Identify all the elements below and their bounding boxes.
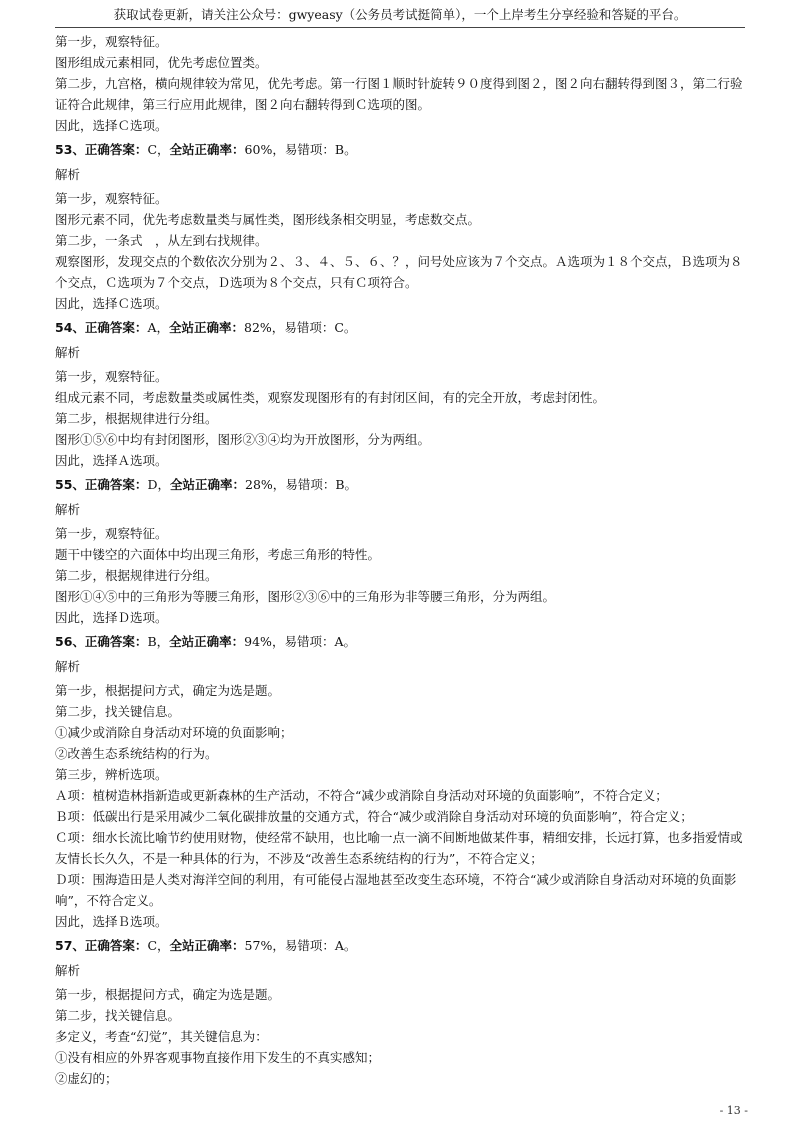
answer-summary-56 — [55, 630, 745, 653]
paragraph-line: 多定义，考查“幻觉”，其关键信息为： — [55, 1029, 268, 1044]
paragraph-line: 图形①④⑤中的三角形为等腰三角形，图形②③⑥中的三角形为非等腰三角形，分为两组。 — [55, 589, 556, 604]
paragraph-line: 第三步，辨析选项。 — [55, 767, 168, 782]
paragraph-line: ①减少或消除自身活动对环境的负面影响； — [55, 725, 293, 740]
punctuation: ， — [271, 320, 285, 335]
accuracy-rate-label: 全站正确率： — [168, 320, 244, 335]
accuracy-rate-value: 82% — [244, 320, 272, 335]
correct-answer-value: C — [147, 142, 158, 157]
punctuation: 、 — [72, 477, 85, 492]
page-header: 获取试卷更新，请关注公众号：gwyeasy（公务员考试挺简单），一个上岸考生分享经验和答疑的平台。 — [113, 7, 687, 22]
correct-answer-label: 正确答案： — [84, 938, 148, 953]
punctuation: 、 — [72, 320, 85, 335]
paragraph-line: 图形元素不同，优先考虑数量类与属性类，图形线条相交明显，考虑数交点。 — [55, 212, 481, 227]
accuracy-rate-label: 全站正确率： — [169, 938, 245, 953]
paragraph-line: 图形①⑤⑥中均有封闭图形，图形②③④均为开放图形，分为两组。 — [55, 432, 431, 447]
accuracy-rate-label: 全站正确率： — [169, 477, 245, 492]
punctuation: 、 — [72, 142, 85, 157]
correct-answer-label: 正确答案： — [84, 634, 148, 649]
error-prone-value: A — [334, 938, 344, 953]
paragraph-line: 因此，选择Ｃ选项。 — [55, 296, 168, 311]
paragraph-line: 第二步，根据规律进行分组。 — [55, 411, 218, 426]
paragraph-line: 图形组成元素相同，优先考虑位置类。 — [55, 55, 268, 70]
error-prone-label: 易错项： — [285, 477, 336, 492]
question-number: 56 — [55, 634, 73, 649]
punctuation: 。 — [343, 634, 357, 649]
header-divider — [55, 27, 745, 28]
punctuation: 。 — [343, 938, 357, 953]
paragraph-line: 组成元素不同，考虑数量类或属性类，观察发现图形有的有封闭区间，有的完全开放，考虑封闭性。 — [55, 390, 606, 405]
error-prone-label: 易错项： — [284, 938, 335, 953]
paragraph-line: Ｄ项：围海造田是人类对海洋空间的利用，有可能侵占湿地甚至改变生态环境，不符合“减少或消除自身活动对环境的负面影响”，不符合定义。 — [55, 872, 737, 908]
punctuation: ， — [157, 938, 170, 953]
accuracy-rate-value: 57% — [244, 938, 273, 953]
page-number: - 13 - — [719, 1104, 748, 1117]
question-number: 54 — [55, 320, 73, 335]
punctuation: 、 — [72, 634, 85, 649]
analysis-heading: 解析 — [55, 345, 81, 360]
punctuation: ， — [156, 320, 169, 335]
accuracy-rate-value: 60% — [244, 142, 273, 157]
paragraph-line: 观察图形，发现交点的个数依次分别为２、３、４、５、６、？，问号处应该为７个交点。Ａ选项为１８个交点，Ｂ选项为８个交点，Ｃ选项为７个交点，Ｄ选项为８个交点，只有Ｃ项符合。 — [55, 254, 743, 290]
answer-summary-55 — [55, 473, 745, 496]
correct-answer-value: C — [147, 938, 158, 953]
paragraph-line: 因此，选择Ａ选项。 — [55, 453, 168, 468]
paragraph-line: 第一步，根据提问方式，确定为选是题。 — [55, 683, 281, 698]
paragraph-line: 第二步，九宫格，横向规律较为常见，优先考虑。第一行图１顺时针旋转９０度得到图２，图２向右翻转得到图３，第二行验证符合此规律，第三行应用此规律，图２向右翻转得到Ｃ选项的图。 — [55, 76, 743, 112]
error-prone-value: A — [334, 634, 344, 649]
correct-answer-label: 正确答案： — [84, 142, 148, 157]
punctuation: ， — [271, 634, 285, 649]
correct-answer-value: A — [147, 320, 157, 335]
error-prone-value: C — [334, 320, 344, 335]
paragraph-line: ②虚幻的； — [55, 1071, 118, 1086]
correct-answer-label: 正确答案： — [84, 477, 148, 492]
analysis-heading: 解析 — [55, 502, 81, 517]
paragraph-line: 第二步，一条式 ，从左到右找规律。 — [55, 233, 268, 248]
error-prone-label: 易错项： — [284, 634, 335, 649]
error-prone-label: 易错项： — [284, 142, 335, 157]
accuracy-rate-label: 全站正确率： — [169, 634, 245, 649]
question-number: 53 — [55, 142, 73, 157]
punctuation: ， — [272, 938, 285, 953]
paragraph-line: ①没有相应的外界客观事物直接作用下发生的不真实感知； — [55, 1050, 381, 1065]
paragraph-line: Ｂ项：低碳出行是采用减少二氧化碳排放量的交通方式，符合“减少或消除自身活动对环境的负面影响”，符合定义； — [55, 809, 693, 824]
answer-summary-57 — [55, 934, 745, 957]
paragraph-line: 因此，选择Ｃ选项。 — [55, 118, 168, 133]
punctuation: ， — [157, 477, 170, 492]
analysis-heading: 解析 — [55, 659, 81, 674]
punctuation: 。 — [344, 477, 358, 492]
error-prone-value: B — [334, 142, 345, 157]
paragraph-line: 第二步，根据规律进行分组。 — [55, 568, 218, 583]
paragraph-line: 第一步，观察特征。 — [55, 526, 168, 541]
correct-answer-value: B — [147, 634, 157, 649]
punctuation: ， — [272, 142, 285, 157]
answer-summary-53 — [55, 138, 745, 161]
paragraph-line: 第一步，观察特征。 — [55, 369, 168, 384]
punctuation: 。 — [343, 320, 357, 335]
document-body — [55, 31, 745, 1089]
error-prone-label: 易错项： — [284, 320, 335, 335]
correct-answer-label: 正确答案： — [84, 320, 148, 335]
punctuation: ， — [157, 142, 170, 157]
paragraph-line: Ｃ项：细水长流比喻节约使用财物，使经常不缺用，也比喻一点一滴不间断地做某件事，精细安排，长远打算，也多指爱情或友情长长久久，不是一种具体的行为，不涉及“改善生态系统结构的行为”，不符合定义； — [55, 830, 743, 866]
punctuation: 、 — [72, 938, 85, 953]
paragraph-line: 第二步，找关键信息。 — [55, 1008, 181, 1023]
accuracy-rate-value: 94% — [244, 634, 272, 649]
paragraph-line: Ａ项：植树造林指新造或更新森林的生产活动，不符合“减少或消除自身活动对环境的负面影响”，不符合定义； — [55, 788, 668, 803]
paragraph-line: 题干中镂空的六面体中均出现三角形，考虑三角形的特性。 — [55, 547, 381, 562]
error-prone-value: B — [335, 477, 345, 492]
paragraph-line: ②改善生态系统结构的行为。 — [55, 746, 218, 761]
answer-summary-54 — [55, 316, 745, 339]
question-number: 57 — [55, 938, 73, 953]
punctuation: ， — [272, 477, 286, 492]
punctuation: ， — [156, 634, 170, 649]
question-number: 55 — [55, 477, 73, 492]
analysis-heading: 解析 — [55, 963, 81, 978]
paragraph-line: 因此，选择Ｂ选项。 — [55, 914, 168, 929]
paragraph-line: 第一步，观察特征。 — [55, 34, 168, 49]
accuracy-rate-value: 28% — [245, 477, 273, 492]
paragraph-line: 第二步，找关键信息。 — [55, 704, 181, 719]
paragraph-line: 因此，选择Ｄ选项。 — [55, 610, 168, 625]
punctuation: 。 — [344, 142, 357, 157]
correct-answer-value: D — [147, 477, 158, 492]
accuracy-rate-label: 全站正确率： — [169, 142, 245, 157]
paragraph-line: 第一步，观察特征。 — [55, 191, 168, 206]
analysis-heading: 解析 — [55, 167, 81, 182]
paragraph-line: 第一步，根据提问方式，确定为选是题。 — [55, 987, 281, 1002]
